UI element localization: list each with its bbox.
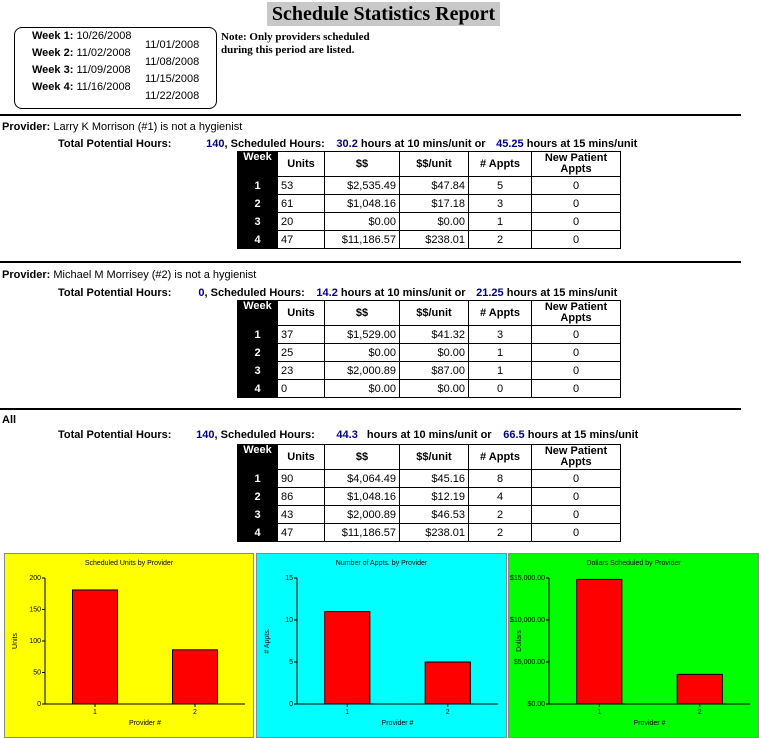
table-cell: 1	[238, 326, 278, 344]
column-header: New Patient Appts	[532, 445, 621, 470]
table-cell: 0	[532, 506, 621, 524]
week-3-end: 11/15/2008	[145, 73, 200, 85]
provider-label: Provider:	[2, 269, 51, 281]
table-cell: 8	[469, 470, 532, 488]
table-cell: $46.53	[400, 506, 469, 524]
column-header: Week	[238, 152, 278, 177]
table-row	[238, 326, 621, 344]
hours-summary	[58, 287, 617, 299]
table-cell: 53	[278, 177, 325, 195]
stats-table	[237, 151, 621, 249]
x-tick-label: 2	[697, 709, 702, 716]
h15-value: 66.5	[503, 429, 525, 441]
provider-line	[2, 414, 16, 426]
section-divider	[0, 261, 741, 263]
x-tick-label: 1	[597, 709, 602, 716]
week-1-start: 10/26/2008	[76, 30, 132, 42]
week-1-label: Week 1:	[32, 30, 74, 42]
table-cell: $1,048.16	[325, 488, 400, 506]
bar	[677, 674, 722, 704]
y-tick-label: 150	[29, 606, 41, 614]
week-range-box	[14, 27, 217, 109]
y-tick-label: 50	[33, 669, 41, 677]
table-row	[238, 177, 621, 195]
table-row	[238, 506, 621, 524]
y-tick-label: 0	[37, 701, 41, 708]
provider-line	[2, 121, 242, 133]
table-cell: 5	[469, 177, 532, 195]
column-header: New Patient Appts	[532, 301, 621, 326]
column-header: # Appts	[469, 301, 532, 326]
table-cell: 3	[469, 326, 532, 344]
table-cell: 3	[238, 506, 278, 524]
h15-value: 21.25	[476, 287, 504, 299]
sched-value: 30.2	[336, 138, 358, 150]
h10-label: hours at 10 mins/unit or	[360, 138, 486, 150]
provider-name: Michael M Morrisey (#2) is not a hygienist	[53, 269, 257, 281]
table-cell: $238.01	[400, 524, 469, 542]
table-cell: 3	[238, 362, 278, 380]
table-cell: 4	[469, 488, 532, 506]
tph-value: 0	[198, 287, 205, 299]
chart-title: Number of Appts. by Provider	[335, 560, 428, 567]
table-cell: 2	[469, 231, 532, 249]
chart-svg	[257, 554, 506, 737]
week-4-start: 11/16/2008	[76, 81, 131, 93]
week-4-end: 11/22/2008	[145, 90, 200, 102]
bar	[325, 612, 370, 704]
week-3-label: Week 3:	[32, 64, 74, 76]
h10-label: hours at 10 mins/unit or	[366, 429, 492, 441]
chart-title: Scheduled Units by Provider	[84, 560, 174, 567]
table-cell: $2,000.89	[325, 506, 400, 524]
table-row	[238, 195, 621, 213]
week-4	[32, 81, 131, 93]
y-tick-label: $15,000.00	[509, 575, 545, 582]
x-tick-label: 1	[345, 709, 350, 716]
table-cell: 0	[532, 326, 621, 344]
table-cell: 25	[278, 344, 325, 362]
sched-label: , Scheduled Hours:	[214, 429, 315, 441]
week-2	[32, 47, 131, 59]
tph-label: Total Potential Hours:	[58, 429, 172, 441]
table-cell: 4	[238, 380, 278, 398]
column-header: New Patient Appts	[532, 152, 621, 177]
report-title: Schedule Statistics Report	[267, 2, 500, 26]
table-cell: $2,535.49	[325, 177, 400, 195]
tph-label: Total Potential Hours:	[58, 287, 172, 299]
table-cell: $0.00	[325, 344, 400, 362]
x-axis-label: Provider #	[633, 720, 666, 727]
table-cell: 3	[469, 195, 532, 213]
tph-value: 140	[196, 429, 215, 441]
table-cell: 0	[532, 195, 621, 213]
table-cell: $0.00	[325, 380, 400, 398]
table-cell: $87.00	[400, 362, 469, 380]
week-3	[32, 64, 131, 76]
sched-value: 44.3	[336, 429, 358, 441]
table-row	[238, 344, 621, 362]
bar	[173, 650, 218, 704]
table-cell: 0	[532, 380, 621, 398]
y-axis-label: Dollars	[516, 630, 523, 652]
column-header: $$	[325, 301, 400, 326]
table-cell: 61	[278, 195, 325, 213]
table-cell: 2	[238, 195, 278, 213]
table-cell: 43	[278, 506, 325, 524]
h10-label: hours at 10 mins/unit or	[340, 287, 466, 299]
table-cell: 0	[532, 362, 621, 380]
week-1-end: 11/01/2008	[145, 39, 200, 51]
table-cell: 1	[238, 177, 278, 195]
provider-label: Provider:	[2, 121, 51, 133]
table-cell: 1	[469, 362, 532, 380]
table-cell: 0	[532, 231, 621, 249]
y-tick-label: $5,000.00	[513, 659, 545, 666]
column-header: Week	[238, 445, 278, 470]
table-cell: 20	[278, 213, 325, 231]
week-2-start: 11/02/2008	[76, 47, 131, 59]
table-cell: 2	[238, 488, 278, 506]
table-cell: 23	[278, 362, 325, 380]
table-cell: $45.16	[400, 470, 469, 488]
chart-svg	[5, 554, 253, 737]
tph-label: Total Potential Hours:	[58, 138, 172, 150]
sched-label: , Scheduled Hours:	[224, 138, 325, 150]
table-header-row	[238, 152, 621, 177]
table-cell: 0	[278, 380, 325, 398]
provider-name: Larry K Morrison (#1) is not a hygienist	[53, 121, 243, 133]
table-cell: 4	[238, 524, 278, 542]
week-1	[32, 30, 132, 42]
x-axis-label: Provider #	[381, 720, 414, 727]
y-axis-label: # Appts.	[264, 628, 271, 654]
table-cell: $12.19	[400, 488, 469, 506]
table-cell: $4,064.49	[325, 470, 400, 488]
column-header: # Appts	[469, 445, 532, 470]
chart-title: Dollars Scheduled by Provider	[586, 560, 681, 567]
column-header: Units	[278, 445, 325, 470]
table-row	[238, 362, 621, 380]
column-header: Units	[278, 301, 325, 326]
table-cell: 37	[278, 326, 325, 344]
bar	[425, 662, 470, 704]
table-cell: 0	[532, 344, 621, 362]
table-cell: 1	[469, 344, 532, 362]
table-cell: $11,186.57	[325, 231, 400, 249]
y-tick-label: 0	[289, 701, 293, 708]
provider-label: All	[2, 414, 17, 426]
table-cell: 47	[278, 231, 325, 249]
y-tick-label: 100	[29, 638, 41, 645]
table-cell: 0	[532, 488, 621, 506]
week-2-label: Week 2:	[32, 47, 74, 59]
table-cell: 2	[469, 524, 532, 542]
table-row	[238, 231, 621, 249]
table-cell: 90	[278, 470, 325, 488]
report-note: Note: Only providers scheduled during this period are listed.	[221, 31, 370, 56]
chart-svg	[509, 554, 758, 737]
h15-value: 45.25	[496, 138, 524, 150]
column-header: $$/unit	[400, 445, 469, 470]
table-cell: $0.00	[400, 213, 469, 231]
y-axis-label: Units	[12, 633, 19, 649]
chart-units	[4, 553, 254, 738]
table-cell: 0	[532, 177, 621, 195]
y-tick-label: 15	[285, 575, 293, 582]
column-header: $$	[325, 445, 400, 470]
table-cell: 1	[469, 213, 532, 231]
table-cell: $2,000.89	[325, 362, 400, 380]
y-tick-label: $0.00	[527, 701, 545, 708]
stats-table	[237, 444, 621, 542]
sched-label: , Scheduled Hours:	[204, 287, 305, 299]
column-header: $$/unit	[400, 301, 469, 326]
table-cell: 2	[238, 344, 278, 362]
table-row	[238, 470, 621, 488]
stats-table	[237, 300, 621, 398]
chart-appts	[256, 553, 507, 738]
tph-value: 140	[206, 138, 225, 150]
provider-line	[2, 269, 256, 281]
table-row	[238, 380, 621, 398]
section-divider	[0, 408, 741, 410]
table-cell: 0	[532, 470, 621, 488]
bar	[577, 579, 622, 704]
table-cell: 0	[469, 380, 532, 398]
table-cell: 86	[278, 488, 325, 506]
table-cell: 0	[532, 213, 621, 231]
table-cell: $1,529.00	[325, 326, 400, 344]
chart-dollars	[508, 553, 759, 738]
week-3-start: 11/09/2008	[76, 64, 131, 76]
table-cell: 2	[469, 506, 532, 524]
y-tick-label: 5	[289, 659, 293, 666]
table-cell: 0	[532, 524, 621, 542]
table-cell: $11,186.57	[325, 524, 400, 542]
week-4-label: Week 4:	[32, 81, 74, 93]
table-cell: $17.18	[400, 195, 469, 213]
week-2-end: 11/08/2008	[145, 56, 200, 68]
table-cell: $47.84	[400, 177, 469, 195]
sched-value: 14.2	[316, 287, 338, 299]
x-tick-label: 2	[193, 709, 197, 716]
section-divider	[0, 114, 741, 116]
table-cell: $238.01	[400, 231, 469, 249]
table-cell: 4	[238, 231, 278, 249]
x-axis-label: Provider #	[129, 720, 161, 727]
hours-summary	[58, 429, 638, 441]
table-row	[238, 488, 621, 506]
h15-label: hours at 15 mins/unit	[506, 287, 618, 299]
table-cell: $0.00	[325, 213, 400, 231]
table-cell: 1	[238, 470, 278, 488]
h15-label: hours at 15 mins/unit	[526, 138, 638, 150]
table-cell: $1,048.16	[325, 195, 400, 213]
x-tick-label: 1	[93, 709, 97, 716]
table-header-row	[238, 445, 621, 470]
table-cell: $41.32	[400, 326, 469, 344]
x-tick-label: 2	[445, 709, 450, 716]
hours-summary	[58, 138, 637, 150]
y-tick-label: $10,000.00	[509, 617, 545, 624]
column-header: Units	[278, 152, 325, 177]
column-header: Week	[238, 301, 278, 326]
bar	[73, 590, 118, 704]
table-cell: $0.00	[400, 380, 469, 398]
table-cell: 47	[278, 524, 325, 542]
table-header-row	[238, 301, 621, 326]
table-row	[238, 213, 621, 231]
column-header: # Appts	[469, 152, 532, 177]
table-cell: $0.00	[400, 344, 469, 362]
table-cell: 3	[238, 213, 278, 231]
h15-label: hours at 15 mins/unit	[527, 429, 639, 441]
column-header: $$/unit	[400, 152, 469, 177]
column-header: $$	[325, 152, 400, 177]
y-tick-label: 200	[29, 575, 41, 582]
table-row	[238, 524, 621, 542]
y-tick-label: 10	[285, 617, 293, 624]
